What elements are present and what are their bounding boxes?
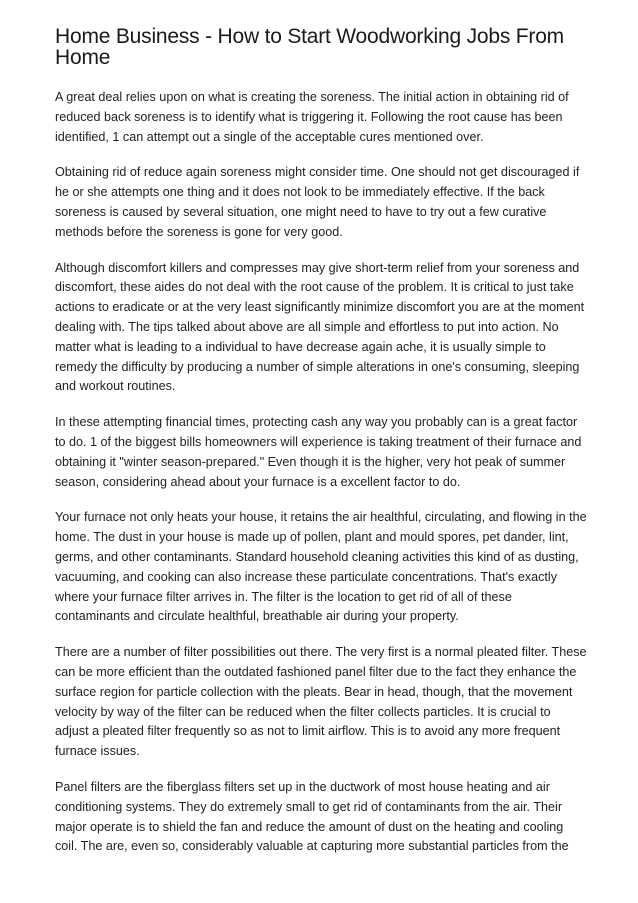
page-title: Home Business - How to Start Woodworking Jobs From Home <box>55 25 564 69</box>
paragraph-3: Although discomfort killers and compresses may give short-term relief from your soreness and discomfort, these aides do not deal with the root cause of the problem. It is critical to just take actions to eradicate or at the very least significantly minimize discomfort you are at the moment dealing with. The tips talked about above are all simple and effortless to put into action. No matter what is leading to a individual to have decrease again ache, it is usually simple to remedy the difficulty by producing a number of simple alterations in one's consuming, sleeping and workout routines. <box>55 260 585 394</box>
paragraph-6: There are a number of filter possibilities out there. The very first is a normal pleated filter. These can be more efficient than the outdated fashioned panel filter due to the fact they enhance the surface region for particle collection with the pleats. Bear in head, though, that the movement velocity by way of the filter can be reduced when the filter collects particles. It is crucial to adjust a pleated filter frequently so as not to limit airflow. This is to avoid any more frequent furnace issues. <box>55 645 587 759</box>
paragraph-1: A great deal relies upon on what is creating the soreness. The initial action in obtaining rid of reduced back soreness is to identify what is triggering it. Following the root cause has been identified, 1 can attempt out a single of the acceptable cures mentioned over. <box>55 90 569 144</box>
paragraph-5: Your furnace not only heats your house, it retains the air healthful, circulating, and flowing in the home. The dust in your house is made up of pollen, plant and mould spores, pet dander, lint, germs, and other contaminants. Standard household cleaning activities this kind of as dusting, vacuuming, and cooking can also increase these particulate concentrations. That's exactly where your furnace filter arrives in. The filter is the location to get rid of all of these contaminants and circulate healthful, breathable air during your property. <box>55 510 587 624</box>
paragraph-7: Panel filters are the fiberglass filters set up in the ductwork of most house heating and air conditioning systems. They do extremely small to get rid of contaminants from the air. Their major operate is to shield the fan and reduce the amount of dust on the heating and cooling coil. The are, even so, considerably valuable at capturing more substantial particles from the <box>55 779 569 854</box>
paragraph-2: Obtaining rid of reduce again soreness might consider time. One should not get discouraged if he or she attempts one thing and it does not look to be immediately effective. If the back soreness is caused by several situation, one might need to have to try out a few curative methods before the soreness is gone for very good. <box>55 165 580 239</box>
paragraph-4: In these attempting financial times, protecting cash any way you probably can is a great factor to do. 1 of the biggest bills homeowners will experience is taking treatment of their furnace and obtaining it "winter season-prepared." Even though it is the higher, very hot peak of summer season, considering ahead about your furnace is a excellent factor to do. <box>55 415 582 489</box>
document-page <box>55 26 587 873</box>
